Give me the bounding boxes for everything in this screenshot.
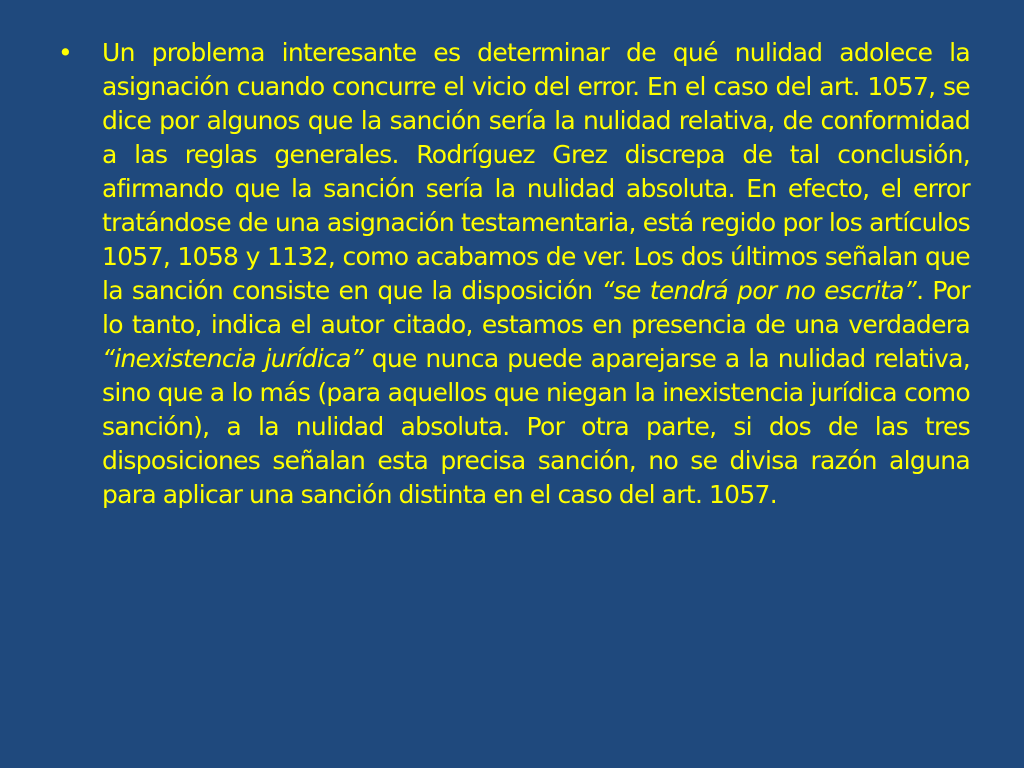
bullet-icon: •	[58, 38, 73, 67]
bullet-item	[58, 36, 970, 512]
slide-body	[58, 36, 970, 512]
paragraph-text-part2: . Por lo tanto, indica el autor citado, estamos en presencia de una verdadera	[102, 276, 970, 339]
paragraph-text-part3: que nunca puede aparejarse a la nulidad relativa, sino que a lo más (para aquellos que niegan la inexistencia jurídica como sanción), a la nulidad absoluta. Por otra parte, si dos de las tres disposiciones señalan esta precisa sanción, no se divisa razón alguna para aplicar una sanción distinta en el caso del art. 1057.	[102, 344, 970, 509]
quote-se-tendra-por-no-escrita: “se tendrá por no escrita”	[601, 276, 917, 305]
paragraph-text-part1: Un problema interesante es determinar de qué nulidad adolece la asignación cuando concurre el vicio del error. En el caso del art. 1057, se dice por algunos que la sanción sería la nulidad relativa, de conformidad a las reglas generales. Rodríguez Grez discrepa de tal conclusión, afirmando que la sanción sería la nulidad absoluta. En efecto, el error tratándose de una asignación testamentaria, está regido por los artículos 1057, 1058 y 1132, como acabamos de ver. Los dos últimos señalan que la sanción consiste en que la disposición	[102, 38, 970, 305]
quote-inexistencia-juridica: “inexistencia jurídica”	[102, 344, 364, 373]
